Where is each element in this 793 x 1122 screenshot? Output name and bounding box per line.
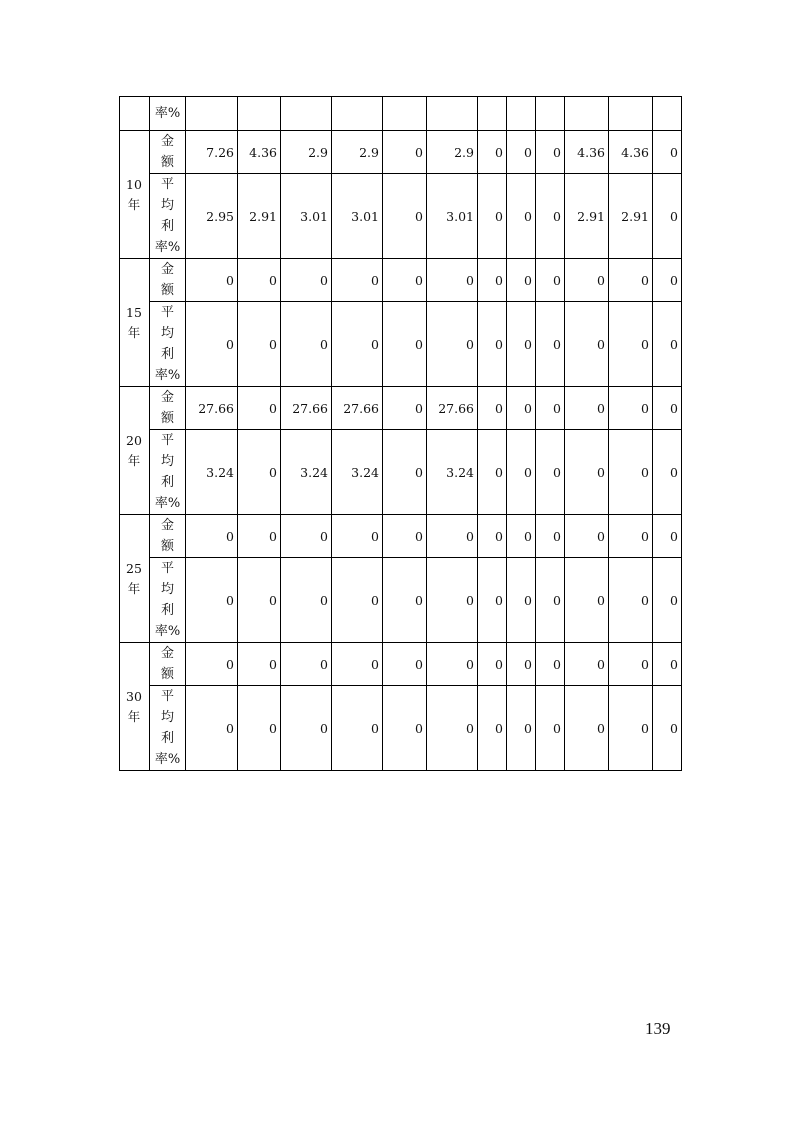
- amount-cell: 2.9: [427, 131, 478, 174]
- amount-cell: 7.26: [186, 131, 238, 174]
- year-text: 年: [127, 196, 141, 212]
- table-cell: [383, 97, 427, 131]
- rate-cell: 0: [536, 302, 565, 387]
- rate-cell: 3.01: [281, 174, 332, 259]
- year-text: 年: [127, 324, 141, 340]
- row-label-text: 利: [160, 347, 174, 362]
- row-label-text: 平: [160, 561, 174, 576]
- rate-cell: 3.24: [186, 430, 238, 515]
- rate-cell: 0: [653, 558, 682, 643]
- rate-cell: 3.01: [332, 174, 383, 259]
- rate-cell: 0: [186, 558, 238, 643]
- row-label-text: 金: [160, 518, 174, 533]
- rate-cell: 0: [238, 430, 281, 515]
- table-row-rate: [120, 558, 682, 643]
- rate-cell: 0: [565, 686, 609, 771]
- rate-cell: 0: [536, 686, 565, 771]
- amount-cell: 27.66: [186, 387, 238, 430]
- row-label-text: 额: [160, 539, 174, 554]
- year-cell: [120, 259, 150, 387]
- rate-cell: 0: [609, 686, 653, 771]
- rate-cell: 0: [186, 302, 238, 387]
- amount-cell: 0: [507, 259, 536, 302]
- year-cell: [120, 643, 150, 771]
- amount-cell: 0: [238, 259, 281, 302]
- amount-cell: 0: [609, 515, 653, 558]
- amount-cell: 27.66: [281, 387, 332, 430]
- table-cell: [653, 97, 682, 131]
- amount-cell: 0: [332, 643, 383, 686]
- row-label-rate: [150, 686, 186, 771]
- row-label-text: 利: [160, 219, 174, 234]
- row-label-text: 平: [160, 689, 174, 704]
- amount-cell: 0: [238, 643, 281, 686]
- row-label-text: 率%: [154, 368, 181, 383]
- amount-cell: 0: [238, 387, 281, 430]
- rate-cell: 2.91: [565, 174, 609, 259]
- rate-cell: 0: [238, 558, 281, 643]
- rate-cell: 0: [507, 430, 536, 515]
- rate-cell: 0: [427, 558, 478, 643]
- row-label-rate: [150, 97, 186, 131]
- amount-cell: 2.9: [281, 131, 332, 174]
- amount-cell: 0: [186, 643, 238, 686]
- rate-cell: 0: [478, 686, 507, 771]
- row-label-rate: [150, 430, 186, 515]
- rate-cell: 0: [478, 430, 507, 515]
- year-cell: [120, 387, 150, 515]
- amount-cell: 0: [186, 259, 238, 302]
- amount-cell: 4.36: [565, 131, 609, 174]
- table-row-amount: [120, 387, 682, 430]
- row-label-text: 金: [160, 646, 174, 661]
- table-cell: [186, 97, 238, 131]
- row-label-amount: [150, 131, 186, 174]
- amount-cell: 4.36: [238, 131, 281, 174]
- amount-cell: 0: [383, 643, 427, 686]
- row-label-text: 平: [160, 177, 174, 192]
- amount-cell: 0: [478, 131, 507, 174]
- row-label-text: 均: [160, 326, 174, 341]
- rate-cell: 0: [507, 302, 536, 387]
- rate-cell: 0: [536, 430, 565, 515]
- table-row-rate: [120, 302, 682, 387]
- page-number: 139: [645, 1019, 671, 1038]
- row-label-text: 额: [160, 283, 174, 298]
- year-text: 年: [127, 580, 141, 596]
- amount-cell: 0: [609, 387, 653, 430]
- rate-cell: 3.24: [281, 430, 332, 515]
- rate-cell: 2.95: [186, 174, 238, 259]
- amount-cell: 0: [427, 515, 478, 558]
- table-cell: [565, 97, 609, 131]
- amount-cell: 0: [653, 515, 682, 558]
- amount-cell: 0: [383, 387, 427, 430]
- year-cell-empty: [120, 97, 150, 131]
- rate-cell: 0: [565, 302, 609, 387]
- year-text: 年: [127, 708, 141, 724]
- interest-rate-table: [119, 96, 682, 771]
- amount-cell: 0: [653, 259, 682, 302]
- amount-cell: 0: [427, 643, 478, 686]
- table-row-rate: [120, 430, 682, 515]
- amount-cell: 4.36: [609, 131, 653, 174]
- amount-cell: 0: [507, 387, 536, 430]
- table-row-amount: [120, 515, 682, 558]
- row-label-text: 率%: [154, 240, 181, 255]
- rate-cell: 0: [536, 174, 565, 259]
- rate-cell: 0: [478, 302, 507, 387]
- amount-cell: 0: [507, 515, 536, 558]
- amount-cell: 0: [536, 259, 565, 302]
- amount-cell: 0: [383, 515, 427, 558]
- rate-cell: 0: [507, 174, 536, 259]
- table-cell: [332, 97, 383, 131]
- amount-cell: 0: [427, 259, 478, 302]
- rate-cell: 0: [281, 686, 332, 771]
- table-body: [120, 97, 682, 771]
- year-text: 25: [126, 560, 142, 576]
- rate-cell: 0: [507, 686, 536, 771]
- row-label-text: 利: [160, 731, 174, 746]
- rate-cell: 0: [653, 174, 682, 259]
- rate-cell: 3.24: [332, 430, 383, 515]
- year-text: 10: [126, 176, 142, 192]
- row-label-text: 均: [160, 710, 174, 725]
- table-row-amount: [120, 643, 682, 686]
- amount-cell: 0: [332, 515, 383, 558]
- year-cell: [120, 131, 150, 259]
- row-label-text: 率%: [154, 752, 181, 767]
- table-cell: [238, 97, 281, 131]
- rate-cell: 0: [383, 558, 427, 643]
- amount-cell: 0: [653, 387, 682, 430]
- row-label-text: 平: [160, 433, 174, 448]
- amount-cell: 0: [507, 131, 536, 174]
- amount-cell: 0: [609, 259, 653, 302]
- rate-cell: 0: [281, 302, 332, 387]
- row-label-text: 额: [160, 155, 174, 170]
- amount-cell: 0: [536, 131, 565, 174]
- amount-cell: 0: [281, 515, 332, 558]
- rate-cell: 0: [536, 558, 565, 643]
- amount-cell: 0: [383, 259, 427, 302]
- amount-cell: 2.9: [332, 131, 383, 174]
- row-label-text: 利: [160, 603, 174, 618]
- year-text: 年: [127, 452, 141, 468]
- table-row-rate: [120, 686, 682, 771]
- table-row-rate: [120, 174, 682, 259]
- rate-cell: 0: [383, 430, 427, 515]
- rate-cell: 0: [565, 430, 609, 515]
- year-text: 15: [126, 304, 142, 320]
- rate-cell: 0: [383, 686, 427, 771]
- row-label-rate: [150, 174, 186, 259]
- rate-cell: 2.91: [238, 174, 281, 259]
- row-label-rate: [150, 558, 186, 643]
- row-label-text: 率%: [154, 496, 181, 511]
- amount-cell: 0: [653, 643, 682, 686]
- row-label-amount: [150, 643, 186, 686]
- amount-cell: 0: [332, 259, 383, 302]
- amount-cell: 0: [478, 643, 507, 686]
- rate-cell: 0: [427, 302, 478, 387]
- amount-cell: 27.66: [332, 387, 383, 430]
- amount-cell: 0: [536, 643, 565, 686]
- row-label-text: 额: [160, 411, 174, 426]
- year-text: 20: [126, 432, 142, 448]
- amount-cell: 0: [186, 515, 238, 558]
- amount-cell: 0: [653, 131, 682, 174]
- table-cell: [478, 97, 507, 131]
- amount-cell: 0: [478, 259, 507, 302]
- amount-cell: 0: [565, 643, 609, 686]
- amount-cell: 0: [478, 515, 507, 558]
- amount-cell: 0: [478, 387, 507, 430]
- amount-cell: 0: [565, 387, 609, 430]
- table-cell: [427, 97, 478, 131]
- amount-cell: 0: [281, 643, 332, 686]
- row-label-text: 均: [160, 582, 174, 597]
- row-label-text: 均: [160, 198, 174, 213]
- rate-cell: 0: [507, 558, 536, 643]
- row-label-text: 率%: [154, 106, 181, 121]
- amount-cell: 0: [565, 515, 609, 558]
- amount-cell: 0: [609, 643, 653, 686]
- rate-cell: 0: [332, 686, 383, 771]
- rate-cell: 0: [332, 302, 383, 387]
- rate-cell: 0: [186, 686, 238, 771]
- row-label-amount: [150, 387, 186, 430]
- row-label-text: 均: [160, 454, 174, 469]
- table-row-amount: [120, 259, 682, 302]
- row-label-text: 额: [160, 667, 174, 682]
- rate-cell: 0: [653, 302, 682, 387]
- rate-cell: 0: [238, 302, 281, 387]
- row-label-text: 平: [160, 305, 174, 320]
- row-label-amount: [150, 515, 186, 558]
- year-text: 30: [126, 688, 142, 704]
- rate-cell: 3.24: [427, 430, 478, 515]
- row-label-amount: [150, 259, 186, 302]
- amount-cell: 0: [238, 515, 281, 558]
- table-row-continuation: [120, 97, 682, 131]
- table-row-amount: [120, 131, 682, 174]
- rate-cell: 0: [653, 430, 682, 515]
- rate-cell: 0: [609, 302, 653, 387]
- row-label-text: 金: [160, 134, 174, 149]
- table-cell: [536, 97, 565, 131]
- table-cell: [609, 97, 653, 131]
- row-label-rate: [150, 302, 186, 387]
- table-cell: [507, 97, 536, 131]
- amount-cell: 0: [536, 515, 565, 558]
- amount-cell: 0: [383, 131, 427, 174]
- rate-cell: 0: [332, 558, 383, 643]
- rate-cell: 0: [565, 558, 609, 643]
- rate-cell: 0: [383, 302, 427, 387]
- rate-cell: 0: [238, 686, 281, 771]
- rate-cell: 0: [427, 686, 478, 771]
- table-cell: [281, 97, 332, 131]
- amount-cell: 0: [536, 387, 565, 430]
- amount-cell: 0: [507, 643, 536, 686]
- amount-cell: 27.66: [427, 387, 478, 430]
- year-cell: [120, 515, 150, 643]
- rate-cell: 0: [609, 558, 653, 643]
- amount-cell: 0: [565, 259, 609, 302]
- row-label-text: 利: [160, 475, 174, 490]
- rate-cell: 0: [478, 174, 507, 259]
- rate-cell: 0: [478, 558, 507, 643]
- row-label-text: 金: [160, 390, 174, 405]
- rate-cell: 0: [281, 558, 332, 643]
- rate-cell: 2.91: [609, 174, 653, 259]
- row-label-text: 金: [160, 262, 174, 277]
- rate-cell: 0: [653, 686, 682, 771]
- amount-cell: 0: [281, 259, 332, 302]
- row-label-text: 率%: [154, 624, 181, 639]
- rate-cell: 3.01: [427, 174, 478, 259]
- rate-cell: 0: [609, 430, 653, 515]
- rate-cell: 0: [383, 174, 427, 259]
